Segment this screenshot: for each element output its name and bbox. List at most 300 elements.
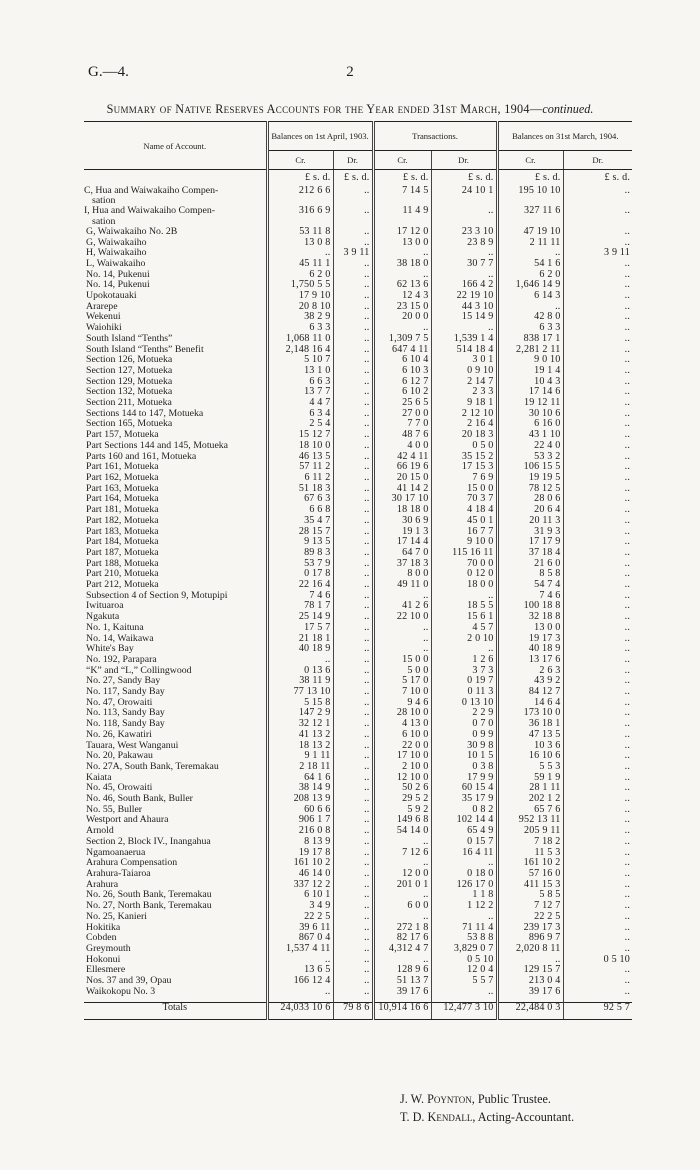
cell-closing-cr: 6 2 0 — [497, 270, 563, 281]
cell-transactions-cr: 6 10 2 — [373, 387, 431, 398]
cell-opening-dr: .. — [333, 815, 373, 826]
cell-transactions-cr: 6 10 3 — [373, 366, 431, 377]
cell-opening-cr: .. — [267, 955, 333, 966]
cell-transactions-cr: 7 10 0 — [373, 687, 431, 698]
cell-opening-cr: 13 0 8 — [267, 238, 333, 249]
table-row — [84, 794, 632, 805]
header-opening-dr: Dr. — [333, 151, 373, 170]
cell-opening-cr: 25 14 9 — [267, 612, 333, 623]
cell-transactions-cr: 15 0 0 — [373, 655, 431, 666]
account-name-text: Waiohiki — [86, 323, 122, 334]
table-row — [84, 334, 632, 345]
cell-opening-cr: 53 7 9 — [267, 559, 333, 570]
cell-opening-cr: 46 13 5 — [267, 452, 333, 463]
account-name-text: Arahura Compensation — [86, 858, 178, 869]
account-name-text: Upokotauaki — [86, 291, 137, 302]
cell-opening-dr: .. — [333, 634, 373, 645]
account-name-text: G, Waiwakaiho — [86, 237, 147, 248]
cell-transactions-cr: 30 17 10 — [373, 494, 431, 505]
cell-closing-cr: 42 8 0 — [497, 312, 563, 323]
account-name-text: Part 212, Motueka — [86, 580, 159, 591]
cell-transactions-cr: 18 18 0 — [373, 505, 431, 516]
cell-opening-dr: .. — [333, 912, 373, 923]
account-name — [84, 591, 267, 602]
accounts-table — [84, 121, 632, 1020]
cell-transactions-dr: 53 8 8 — [431, 933, 497, 944]
cell-transactions-dr: 3 7 3 — [431, 666, 497, 677]
cell-opening-dr: 3 9 11 — [333, 248, 373, 259]
cell-transactions-dr: 17 9 9 — [431, 773, 497, 784]
account-name — [84, 569, 267, 580]
header-transactions-cr: Cr. — [373, 151, 431, 170]
cell-closing-dr: .. — [563, 826, 632, 837]
cell-closing-cr: 37 18 4 — [497, 548, 563, 559]
account-name-text: Part 183, Motueka — [86, 526, 159, 537]
document-title — [40, 102, 660, 117]
cell-transactions-cr: .. — [373, 858, 431, 869]
account-name-text: H, Waiwakaiho — [86, 248, 147, 259]
cell-transactions-cr: 25 6 5 — [373, 398, 431, 409]
cell-transactions-cr: 6 10 0 — [373, 730, 431, 741]
table-row — [84, 291, 632, 302]
cell-transactions-dr: 2 2 9 — [431, 708, 497, 719]
cell-closing-cr: 16 10 6 — [497, 751, 563, 762]
cell-transactions-cr: 82 17 6 — [373, 933, 431, 944]
totals-opening-dr: 79 8 6 — [333, 1003, 373, 1020]
cell-opening-cr: 32 12 1 — [267, 719, 333, 730]
table-row — [84, 516, 632, 527]
account-name — [84, 612, 267, 623]
account-name-text: No. 27A, South Bank, Teremakau — [86, 761, 219, 772]
cell-opening-cr: 15 12 7 — [267, 430, 333, 441]
cell-closing-dr: .. — [563, 186, 632, 206]
cell-closing-dr: .. — [563, 687, 632, 698]
cell-closing-dr: .. — [563, 773, 632, 784]
cell-closing-dr: .. — [563, 880, 632, 891]
cell-transactions-dr: 17 15 3 — [431, 462, 497, 473]
cell-opening-cr: 46 14 0 — [267, 869, 333, 880]
account-name — [84, 559, 267, 570]
cell-closing-dr: .. — [563, 848, 632, 859]
cell-opening-cr: 1,537 4 11 — [267, 944, 333, 955]
account-name — [84, 837, 267, 848]
cell-transactions-cr: .. — [373, 591, 431, 602]
cell-transactions-cr: 11 4 9 — [373, 206, 431, 226]
cell-closing-dr: .. — [563, 869, 632, 880]
cell-opening-cr: 0 13 6 — [267, 666, 333, 677]
cell-opening-cr: 17 5 7 — [267, 623, 333, 634]
account-name — [84, 634, 267, 645]
cell-opening-dr: .. — [333, 462, 373, 473]
table-row — [84, 430, 632, 441]
cell-transactions-dr: 2 16 4 — [431, 419, 497, 430]
cell-closing-dr: .. — [563, 601, 632, 612]
cell-transactions-cr: 20 15 0 — [373, 473, 431, 484]
account-name — [84, 655, 267, 666]
account-name-text: Part 161, Motueka — [86, 462, 159, 473]
cell-transactions-dr: .. — [431, 323, 497, 334]
cell-transactions-cr: .. — [373, 890, 431, 901]
account-name — [84, 398, 267, 409]
cell-transactions-dr: 12 0 4 — [431, 965, 497, 976]
account-name — [84, 815, 267, 826]
cell-opening-cr: 0 17 8 — [267, 569, 333, 580]
cell-opening-cr: 216 0 8 — [267, 826, 333, 837]
table-row — [84, 912, 632, 923]
cell-transactions-dr: 1 2 6 — [431, 655, 497, 666]
cell-opening-cr: 867 0 4 — [267, 933, 333, 944]
cell-transactions-dr: .. — [431, 858, 497, 869]
account-name — [84, 441, 267, 452]
table-row — [84, 858, 632, 869]
account-name — [84, 312, 267, 323]
cell-opening-dr: .. — [333, 238, 373, 249]
cell-opening-dr: .. — [333, 741, 373, 752]
cell-transactions-dr: 65 4 9 — [431, 826, 497, 837]
cell-closing-cr: 7 4 6 — [497, 591, 563, 602]
cell-opening-cr: 6 10 1 — [267, 890, 333, 901]
cell-opening-dr: .. — [333, 730, 373, 741]
table-row — [84, 377, 632, 388]
cell-transactions-dr: 30 7 7 — [431, 259, 497, 270]
cell-opening-dr: .. — [333, 869, 373, 880]
cell-transactions-dr: 0 5 0 — [431, 441, 497, 452]
cell-opening-cr: 45 11 1 — [267, 259, 333, 270]
cell-closing-cr: 100 18 8 — [497, 601, 563, 612]
cell-transactions-dr: 44 3 10 — [431, 302, 497, 313]
cell-opening-dr: .. — [333, 644, 373, 655]
account-name — [84, 858, 267, 869]
cell-opening-dr: .. — [333, 612, 373, 623]
cell-transactions-dr: 0 8 2 — [431, 805, 497, 816]
cell-opening-cr: 166 12 4 — [267, 976, 333, 987]
account-name — [84, 912, 267, 923]
cell-closing-cr: 36 18 1 — [497, 719, 563, 730]
table-row — [84, 452, 632, 463]
cell-transactions-dr: 102 14 4 — [431, 815, 497, 826]
cell-closing-dr: .. — [563, 419, 632, 430]
cell-closing-dr: .. — [563, 430, 632, 441]
cell-closing-cr: 53 3 2 — [497, 452, 563, 463]
cell-transactions-cr: 41 2 6 — [373, 601, 431, 612]
account-name-text: No. 113, Sandy Bay — [86, 708, 165, 719]
cell-transactions-cr: 30 6 9 — [373, 516, 431, 527]
cell-opening-cr: .. — [267, 248, 333, 259]
cell-opening-dr: .. — [333, 227, 373, 238]
table-row — [84, 783, 632, 794]
cell-transactions-cr: 17 12 0 — [373, 227, 431, 238]
cell-transactions-dr: 5 5 7 — [431, 976, 497, 987]
cell-closing-cr: 213 0 4 — [497, 976, 563, 987]
account-name — [84, 387, 267, 398]
cell-transactions-cr: 8 0 0 — [373, 569, 431, 580]
cell-opening-dr: .. — [333, 794, 373, 805]
table-row — [84, 687, 632, 698]
account-name — [84, 955, 267, 966]
cell-opening-cr: 18 13 2 — [267, 741, 333, 752]
account-name-text: No. 27, North Bank, Teremakau — [86, 901, 212, 912]
cell-transactions-cr: 12 4 3 — [373, 291, 431, 302]
cell-opening-cr: 337 12 2 — [267, 880, 333, 891]
account-name — [84, 452, 267, 463]
cell-transactions-dr: 22 19 10 — [431, 291, 497, 302]
cell-transactions-cr: .. — [373, 955, 431, 966]
cell-closing-cr: 1,646 14 9 — [497, 280, 563, 291]
cell-opening-dr: .. — [333, 516, 373, 527]
cell-closing-cr: 22 2 5 — [497, 912, 563, 923]
cell-opening-dr: .. — [333, 708, 373, 719]
cell-opening-cr: 2 5 4 — [267, 419, 333, 430]
cell-closing-dr: .. — [563, 837, 632, 848]
account-name-text: Part 157, Motueka — [86, 430, 159, 441]
account-name-text: No. 14, Waikawa — [86, 633, 154, 644]
table-row — [84, 634, 632, 645]
cell-closing-dr: .. — [563, 987, 632, 998]
account-name — [84, 484, 267, 495]
table-row — [84, 548, 632, 559]
account-name-text: No. 25, Kanieri — [86, 911, 147, 922]
cell-closing-cr: 6 3 3 — [497, 323, 563, 334]
cell-transactions-dr: .. — [431, 206, 497, 226]
cell-opening-cr: 316 6 9 — [267, 206, 333, 226]
cell-opening-cr: 1,750 5 5 — [267, 280, 333, 291]
cell-transactions-dr: 23 3 10 — [431, 227, 497, 238]
cell-closing-cr: 17 17 9 — [497, 537, 563, 548]
table-row — [84, 880, 632, 891]
cell-closing-cr: 9 0 10 — [497, 355, 563, 366]
cell-closing-cr: 19 19 5 — [497, 473, 563, 484]
table-row — [84, 280, 632, 291]
cell-transactions-cr: 49 11 0 — [373, 580, 431, 591]
account-name-text: Ellesmere — [86, 965, 126, 976]
account-name-text: No. 192, Parapara — [86, 654, 157, 665]
account-name — [84, 708, 267, 719]
signatory-name: J. W. Poynton, — [400, 1092, 475, 1106]
account-name-text: Greymouth — [86, 943, 131, 954]
table-row — [84, 227, 632, 238]
cell-opening-cr: 6 11 2 — [267, 473, 333, 484]
cell-opening-dr: .. — [333, 452, 373, 463]
table-row — [84, 933, 632, 944]
cell-opening-cr: 6 6 3 — [267, 377, 333, 388]
cell-opening-dr: .. — [333, 976, 373, 987]
cell-opening-cr: 53 11 8 — [267, 227, 333, 238]
account-name — [84, 601, 267, 612]
account-name-text: Parts 160 and 161, Motueka — [86, 451, 197, 462]
cell-closing-dr: .. — [563, 901, 632, 912]
cell-transactions-dr: 126 17 0 — [431, 880, 497, 891]
account-name-continuation: sation — [92, 215, 116, 227]
cell-transactions-cr: 23 15 0 — [373, 302, 431, 313]
cell-opening-dr: .. — [333, 323, 373, 334]
account-name-text: No. 118, Sandy Bay — [86, 719, 165, 730]
unit-label: £ s. d. — [373, 173, 431, 186]
cell-closing-dr: .. — [563, 452, 632, 463]
cell-closing-cr: 59 1 9 — [497, 773, 563, 784]
table-row — [84, 441, 632, 452]
cell-closing-cr: 10 4 3 — [497, 377, 563, 388]
cell-transactions-cr: 4 0 0 — [373, 441, 431, 452]
cell-opening-dr: .. — [333, 548, 373, 559]
account-name-text: Section 165, Motueka — [86, 419, 173, 430]
account-name — [84, 345, 267, 356]
cell-transactions-dr: .. — [431, 987, 497, 998]
cell-transactions-dr: 3,829 0 7 — [431, 944, 497, 955]
cell-transactions-dr: 0 5 10 — [431, 955, 497, 966]
cell-transactions-dr: 70 3 7 — [431, 494, 497, 505]
cell-closing-cr: 28 1 11 — [497, 783, 563, 794]
table-row — [84, 965, 632, 976]
account-name — [84, 419, 267, 430]
cell-closing-cr: 17 14 6 — [497, 387, 563, 398]
cell-closing-cr: 84 12 7 — [497, 687, 563, 698]
unit-label: £ s. d. — [563, 173, 632, 186]
table-row — [84, 730, 632, 741]
table-row — [84, 762, 632, 773]
account-name — [84, 355, 267, 366]
cell-transactions-dr: 4 5 7 — [431, 623, 497, 634]
cell-closing-cr: 5 8 5 — [497, 890, 563, 901]
cell-closing-cr: 31 9 3 — [497, 527, 563, 538]
account-name — [84, 323, 267, 334]
cell-transactions-dr: 1 1 8 — [431, 890, 497, 901]
cell-closing-dr: .. — [563, 280, 632, 291]
cell-opening-dr: .. — [333, 698, 373, 709]
cell-transactions-dr: 10 1 5 — [431, 751, 497, 762]
cell-opening-dr: .. — [333, 409, 373, 420]
account-name — [84, 730, 267, 741]
account-name-text: South Island “Tenths” — [86, 333, 173, 344]
unit-label: £ s. d. — [431, 173, 497, 186]
cell-opening-dr: .. — [333, 655, 373, 666]
cell-closing-dr: .. — [563, 494, 632, 505]
cell-closing-dr: .. — [563, 559, 632, 570]
cell-transactions-cr: 272 1 8 — [373, 923, 431, 934]
cell-closing-dr: .. — [563, 666, 632, 677]
account-name — [84, 302, 267, 313]
cell-closing-dr: .. — [563, 569, 632, 580]
cell-transactions-dr: 18 0 0 — [431, 580, 497, 591]
table-row — [84, 805, 632, 816]
cell-opening-cr: 17 9 10 — [267, 291, 333, 302]
totals-closing-dr: 92 5 7 — [563, 1003, 632, 1020]
cell-opening-dr: .. — [333, 559, 373, 570]
account-name — [84, 869, 267, 880]
cell-opening-cr: .. — [267, 987, 333, 998]
cell-opening-cr: 147 2 9 — [267, 708, 333, 719]
account-name-text: Subsection 4 of Section 9, Motupipi — [86, 590, 228, 601]
cell-closing-dr: .. — [563, 441, 632, 452]
account-name — [84, 890, 267, 901]
cell-closing-cr: 7 12 7 — [497, 901, 563, 912]
cell-closing-cr: 10 3 6 — [497, 741, 563, 752]
totals-closing-cr: 22,484 0 3 — [497, 1003, 563, 1020]
cell-closing-dr: .. — [563, 655, 632, 666]
cell-transactions-dr: 35 15 2 — [431, 452, 497, 463]
cell-transactions-cr: 5 9 2 — [373, 805, 431, 816]
account-name — [84, 826, 267, 837]
cell-opening-cr: 78 1 7 — [267, 601, 333, 612]
cell-transactions-dr: 24 10 1 — [431, 186, 497, 206]
cell-opening-dr: .. — [333, 987, 373, 998]
document-reference: G.—4. — [88, 64, 129, 80]
cell-opening-dr: .. — [333, 676, 373, 687]
cell-opening-cr: 5 10 7 — [267, 355, 333, 366]
table-row — [84, 206, 632, 226]
cell-transactions-dr: 15 0 0 — [431, 484, 497, 495]
cell-closing-cr: 161 10 2 — [497, 858, 563, 869]
cell-transactions-cr: 22 0 0 — [373, 741, 431, 752]
cell-transactions-dr: 9 10 0 — [431, 537, 497, 548]
account-name — [84, 537, 267, 548]
account-name-text: Hokitika — [86, 922, 121, 933]
table-row — [84, 323, 632, 334]
table-row — [84, 591, 632, 602]
cell-closing-cr: 19 17 3 — [497, 634, 563, 645]
cell-opening-cr: 51 18 3 — [267, 484, 333, 495]
table-row — [84, 409, 632, 420]
header-closing-balances: Balances on 31st March, 1904. — [497, 122, 632, 151]
cell-opening-cr: 19 17 8 — [267, 848, 333, 859]
cell-opening-dr: .. — [333, 601, 373, 612]
cell-opening-dr: .. — [333, 270, 373, 281]
table-row — [84, 923, 632, 934]
cell-opening-cr: 161 10 2 — [267, 858, 333, 869]
cell-transactions-cr: 38 18 0 — [373, 259, 431, 270]
cell-opening-dr: .. — [333, 494, 373, 505]
cell-closing-dr: .. — [563, 548, 632, 559]
cell-closing-cr: 896 9 7 — [497, 933, 563, 944]
cell-closing-cr: 47 19 10 — [497, 227, 563, 238]
account-name-text: Section 129, Motueka — [86, 376, 173, 387]
table-row — [84, 569, 632, 580]
cell-closing-cr: 2,281 2 11 — [497, 345, 563, 356]
cell-transactions-cr: 20 0 0 — [373, 312, 431, 323]
table-row — [84, 505, 632, 516]
cell-opening-cr: 906 1 7 — [267, 815, 333, 826]
cell-opening-cr: 6 6 8 — [267, 505, 333, 516]
cell-transactions-cr: .. — [373, 634, 431, 645]
account-name — [84, 965, 267, 976]
cell-transactions-cr: 13 0 0 — [373, 238, 431, 249]
cell-opening-dr: .. — [333, 783, 373, 794]
table-row — [84, 901, 632, 912]
account-name-text: South Island “Tenths” Benefit — [86, 344, 204, 355]
cell-closing-dr: .. — [563, 516, 632, 527]
cell-closing-cr: 202 1 2 — [497, 794, 563, 805]
signatory-role: Public Trustee. — [474, 1092, 551, 1106]
cell-opening-cr: 208 13 9 — [267, 794, 333, 805]
table-row — [84, 366, 632, 377]
table-row — [84, 355, 632, 366]
account-name — [84, 227, 267, 238]
table-row — [84, 837, 632, 848]
cell-closing-dr: .. — [563, 805, 632, 816]
cell-opening-cr: 6 2 0 — [267, 270, 333, 281]
cell-closing-dr: .. — [563, 708, 632, 719]
cell-opening-cr: 21 18 1 — [267, 634, 333, 645]
table-row — [84, 826, 632, 837]
table-row — [84, 644, 632, 655]
account-name-text: Part 164, Motueka — [86, 494, 159, 505]
table-row — [84, 398, 632, 409]
cell-closing-cr: 327 11 6 — [497, 206, 563, 226]
cell-transactions-cr: 1,309 7 5 — [373, 334, 431, 345]
cell-closing-cr: 129 15 7 — [497, 965, 563, 976]
cell-transactions-dr: 35 17 9 — [431, 794, 497, 805]
cell-closing-cr: 57 16 0 — [497, 869, 563, 880]
cell-opening-cr: 9 1 11 — [267, 751, 333, 762]
